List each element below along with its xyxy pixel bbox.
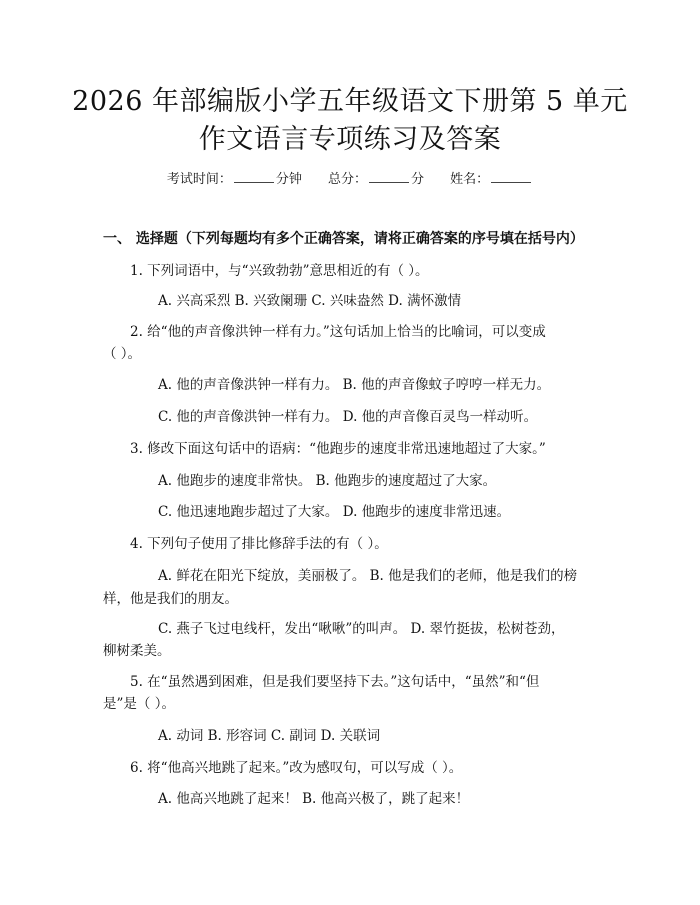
- question-4: 4. 下列句子使用了排比修辞手法的有（ ）。: [130, 536, 388, 552]
- question-3-options-cd: C. 他迅速地跑步超过了大家。 D. 他跑步的速度非常迅速。: [158, 504, 511, 520]
- question-2-options-cd: C. 他的声音像洪钟一样有力。 D. 他的声音像百灵鸟一样动听。: [158, 409, 538, 425]
- exam-time-blank: [234, 170, 274, 183]
- question-5-continued: 是”是（ ）。: [103, 696, 175, 712]
- question-2: 2. 给“他的声音像洪钟一样有力。”这句话加上恰当的比喻词，可以变成: [130, 324, 546, 340]
- document-title-line-2: 作文语言专项练习及答案: [198, 124, 502, 155]
- student-name-label: 姓名：: [450, 172, 490, 187]
- document-title-line-1: 2026 年部编版小学五年级语文下册第 5 单元: [72, 86, 628, 117]
- question-2-continued: （ ）。: [103, 346, 142, 362]
- question-4-options-cd: C. 燕子飞过电线杆，发出“啾啾”的叫声。 D. 翠竹挺拔，松树苍劲，: [158, 621, 565, 637]
- section-heading-multiple-choice: 一、 选择题（下列每题均有多个正确答案，请将正确答案的序号填在括号内）: [103, 231, 584, 247]
- total-score-label: 总分：: [327, 172, 367, 187]
- question-5-options: A. 动词 B. 形容词 C. 副词 D. 关联词: [158, 728, 381, 744]
- question-4-options-ab-continued: 样，他是我们的朋友。: [103, 591, 238, 607]
- question-6: 6. 将“他高兴地跳了起来。”改为感叹句，可以写成（ ）。: [130, 760, 463, 776]
- question-5: 5. 在“虽然遇到困难，但是我们要坚持下去。”这句话中，“虽然”和“但: [130, 674, 540, 690]
- question-4-options-cd-continued: 柳树柔美。: [103, 643, 171, 659]
- question-2-options-ab: A. 他的声音像洪钟一样有力。 B. 他的声音像蚊子哼哼一样无力。: [158, 377, 551, 393]
- question-1: 1. 下列词语中，与“兴致勃勃”意思相近的有（ ）。: [130, 263, 429, 279]
- exam-time-unit: 分钟: [275, 172, 302, 187]
- total-score-unit: 分: [411, 172, 425, 187]
- exam-time-label: 考试时间：: [166, 172, 232, 187]
- question-6-options-ab: A. 他高兴地跳了起来！ B. 他高兴极了，跳了起来！: [158, 791, 470, 807]
- student-name-blank: [491, 170, 531, 183]
- total-score-blank: [369, 170, 409, 183]
- question-1-options: A. 兴高采烈 B. 兴致阑珊 C. 兴味盎然 D. 满怀激情: [158, 293, 462, 309]
- question-3-options-ab: A. 他跑步的速度非常快。 B. 他跑步的速度超过了大家。: [158, 473, 497, 489]
- question-4-options-ab: A. 鲜花在阳光下绽放，美丽极了。 B. 他是我们的老师，他是我们的榜: [158, 568, 578, 584]
- exam-info-row: [0, 170, 700, 189]
- question-3: 3. 修改下面这句话中的语病：“他跑步的速度非常迅速地超过了大家。”: [130, 441, 546, 457]
